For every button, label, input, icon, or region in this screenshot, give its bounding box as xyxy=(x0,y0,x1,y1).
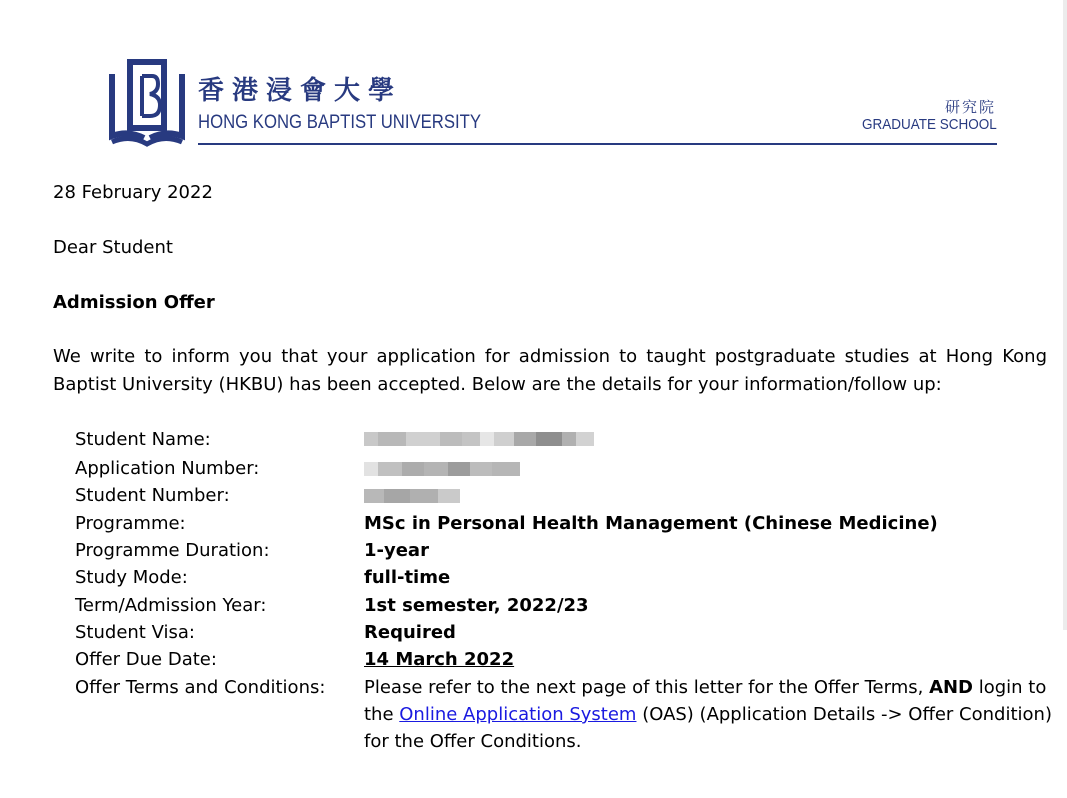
scrollbar-track[interactable] xyxy=(1063,0,1067,630)
student-visa-value: Required xyxy=(364,622,456,643)
study-mode-label: Study Mode: xyxy=(75,567,188,588)
programme-duration-value: 1-year xyxy=(364,540,429,561)
student-name-label: Student Name: xyxy=(75,429,211,450)
letterhead-divider xyxy=(198,143,997,145)
redacted-student-number xyxy=(364,489,460,503)
study-mode-value: full-time xyxy=(364,567,451,588)
letter-subject: Admission Offer xyxy=(53,292,215,313)
graduate-school-name-english: GRADUATE SCHOOL xyxy=(862,116,997,133)
programme-label: Programme: xyxy=(75,513,186,534)
university-name-chinese: 香港浸會大學 xyxy=(198,76,403,106)
application-number-label: Application Number: xyxy=(75,458,260,479)
offer-terms-value xyxy=(364,674,1067,755)
term-label: Term/Admission Year: xyxy=(75,595,267,616)
university-name-english: HONG KONG BAPTIST UNIVERSITY xyxy=(198,112,482,133)
programme-duration-label: Programme Duration: xyxy=(75,540,270,561)
letter-date: 28 February 2022 xyxy=(53,182,213,203)
programme-value: MSc in Personal Health Management (Chinese Medicine) xyxy=(364,513,938,534)
offer-terms-text-2: login to the xyxy=(364,677,1047,725)
redacted-application-number xyxy=(364,462,520,476)
hkbu-logo-icon xyxy=(106,58,188,150)
offer-terms-text-1: Please refer to the next page of this letter for the Offer Terms, xyxy=(364,677,930,698)
online-application-system-link[interactable]: Online Application System xyxy=(399,704,637,725)
graduate-school-name-chinese: 研究院 xyxy=(944,98,996,116)
offer-due-date-value: 14 March 2022 xyxy=(364,649,515,670)
intro-paragraph: We write to inform you that your application for admission to taught postgraduate studies at Hong Kong Baptist University (HKBU) has been accepted. Below are the details for your information/follow up: xyxy=(53,346,1047,395)
salutation: Dear Student xyxy=(53,237,173,258)
offer-terms-label: Offer Terms and Conditions: xyxy=(75,677,326,698)
offer-terms-text-3: (OAS) (Application Details -> Offer Condition) for the Offer Conditions. xyxy=(364,704,1052,752)
redacted-student-name xyxy=(364,432,594,446)
offer-due-date-label: Offer Due Date: xyxy=(75,649,217,670)
student-number-label: Student Number: xyxy=(75,485,230,506)
student-visa-label: Student Visa: xyxy=(75,622,195,643)
term-value: 1st semester, 2022/23 xyxy=(364,595,589,616)
offer-terms-and: AND xyxy=(929,677,973,698)
